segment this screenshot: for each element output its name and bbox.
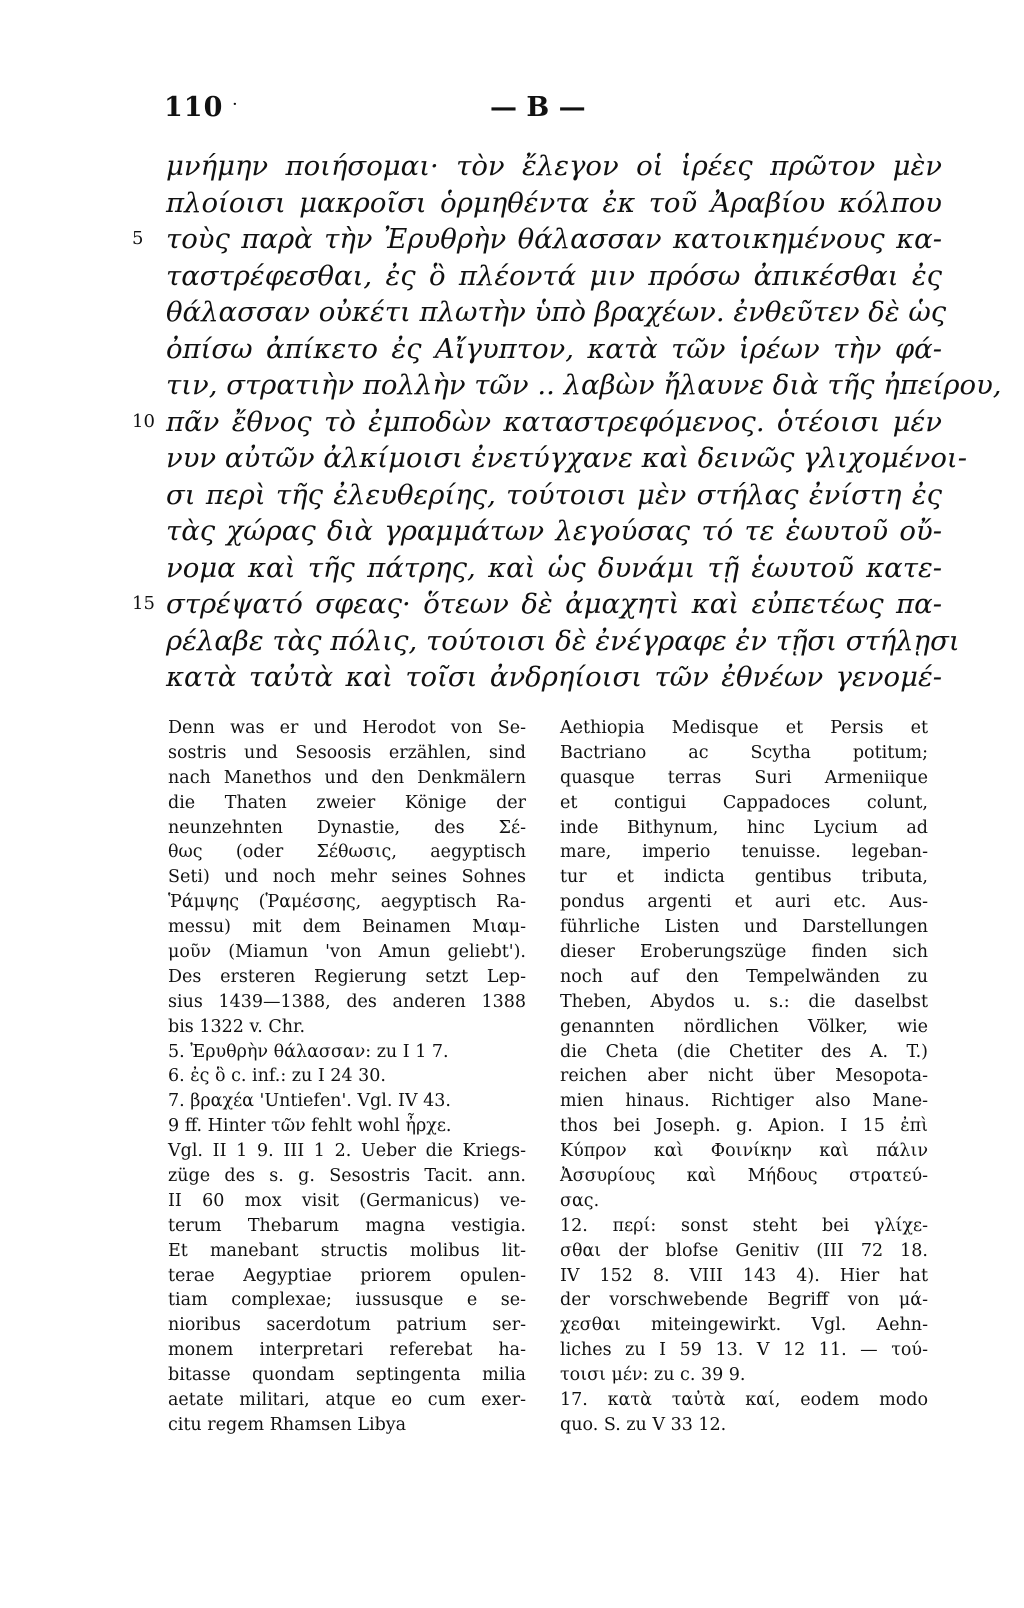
commentary-line: et contigui Cappadoces colunt, — [560, 792, 928, 813]
commentary-line: quo. S. zu V 33 12. — [560, 1414, 727, 1435]
commentary-line: monem interpretari referebat ha- — [168, 1340, 526, 1361]
commentary-line: pondus argenti et auri etc. Aus- — [560, 892, 928, 913]
commentary-line: neunzehnten Dynastie, des Σέ- — [168, 817, 526, 838]
commentary-line: χεσθαι miteingewirkt. Vgl. Aehn- — [560, 1315, 928, 1336]
commentary-line: quasque terras Suri Armeniique — [560, 767, 928, 788]
commentary-line: mare, imperio tenuisse. legeban- — [560, 842, 928, 863]
greek-text-line — [152, 258, 942, 295]
commentary-line: terae Aegyptiae priorem opulen- — [168, 1265, 526, 1286]
commentary-line: 6. ἐς ὃ c. inf.: zu I 24 30. — [168, 1066, 386, 1087]
line-number: 5 — [132, 228, 144, 249]
greek-line-text: τὰς χώρας διὰ γραμμάτων λεγούσας τό τε ἑωυτοῦ οὔ- — [166, 515, 942, 547]
commentary-right-column — [560, 716, 928, 1438]
greek-text-line — [152, 477, 942, 514]
greek-line-text: πλοίοισι μακροῖσι ὁρμηθέντα ἐκ τοῦ Ἀραβίου κόλπου — [166, 186, 942, 219]
commentary-line: tur et indicta gentibus tributa, — [560, 867, 928, 888]
greek-text-line — [152, 623, 960, 660]
commentary-line: σθαι der blofse Genitiv (III 72 18. — [560, 1240, 928, 1261]
commentary-line: führliche Listen und Darstellungen — [560, 917, 928, 938]
commentary-line: die Thaten zweier Könige der — [168, 792, 526, 813]
greek-text-line — [152, 148, 942, 185]
greek-line-text: ὀπίσω ἀπίκετο ἐς Αἴγυπτον, κατὰ τῶν ἱρέων τὴν φά- — [166, 332, 942, 365]
commentary-line: IV 152 8. VIII 143 4). Hier hat — [560, 1265, 928, 1286]
commentary-line: citu regem Rhamsen Libya — [168, 1414, 407, 1435]
commentary-line: Vgl. II 1 9. III 1 2. Ueber die Kriegs- — [168, 1141, 526, 1162]
commentary-left-column — [168, 716, 526, 1438]
commentary-line: sius 1439—1388, des anderen 1388 — [168, 991, 526, 1012]
signature-mark: — B — — [490, 92, 586, 123]
commentary-line: terum Thebarum magna vestigia. — [168, 1215, 526, 1236]
greek-text-line — [132, 586, 942, 623]
commentary-line: messu) mit dem Beinamen Μιαμ- — [168, 917, 526, 938]
greek-text-line — [132, 221, 942, 258]
greek-line-text: ταστρέφεσθαι, ἐς ὃ πλέοντά μιν πρόσω ἀπικέσθαι ἐς — [166, 259, 942, 292]
commentary-line: Aethiopia Medisque et Persis et — [560, 718, 928, 738]
commentary-line: 12. περί: sonst steht bei γλίχε- — [560, 1215, 928, 1236]
commentary-line: bitasse quondam septingenta milia — [168, 1365, 526, 1386]
greek-line-text: θάλασσαν οὐκέτι πλωτὴν ὑπὸ βραχέων. ἐνθεῦτεν δὲ ὡς — [166, 296, 947, 328]
greek-line-text: σι περὶ τῆς ἐλευθερίης, τούτοισι μὲν στήλας ἐνίστη ἐς — [166, 478, 942, 511]
commentary-line: thos bei Joseph. g. Apion. I 15 ἐπὶ — [560, 1116, 928, 1137]
commentary-line: reichen aber nicht über Mesopota- — [560, 1066, 928, 1087]
greek-line-text: τοὺς παρὰ τὴν Ἐρυθρὴν θάλασσαν κατοικημένους κα- — [166, 223, 942, 255]
commentary-line: tiam complexae; iussusque e se- — [168, 1290, 526, 1311]
commentary-line: Et manebant structis molibus lit- — [168, 1240, 526, 1261]
commentary-line: μοῦν (Miamun 'von Amun geliebt'). — [168, 942, 526, 963]
greek-text-line — [152, 440, 968, 477]
greek-text-line — [132, 404, 942, 441]
greek-line-text: ρέλαβε τὰς πόλις, τούτοισι δὲ ἐνέγραφε ἐν τῇσι στήλῃσι — [166, 624, 960, 657]
line-number: 10 — [132, 410, 155, 432]
page-number-mark: · — [232, 94, 238, 115]
commentary-line: sostris und Sesoosis erzählen, sind — [168, 742, 526, 763]
commentary-line: Κύπρον καὶ Φοινίκην καὶ πάλιν — [560, 1141, 928, 1162]
commentary-line: inde Bithynum, hinc Lycium ad — [560, 817, 928, 838]
commentary-line: 17. κατὰ ταὐτὰ καί, eodem modo — [560, 1390, 928, 1411]
commentary-line: θως (oder Σέθωσις, aegyptisch — [168, 842, 526, 863]
commentary-line: nioribus sacerdotum patrium ser- — [168, 1315, 526, 1336]
page-number: 110 — [164, 92, 224, 123]
greek-line-text: τιν, στρατιὴν πολλὴν τῶν .. λαβὼν ἤλαυνε διὰ τῆς ἠπείρου, — [166, 369, 1002, 401]
greek-text-line — [152, 331, 942, 368]
greek-text-line — [152, 513, 942, 550]
commentary-line: σας. — [560, 1190, 600, 1211]
commentary-line: bis 1322 v. Chr. — [168, 1016, 306, 1037]
greek-text-line — [152, 185, 942, 222]
commentary-line: dieser Eroberungszüge finden sich — [560, 942, 928, 963]
greek-main-text — [132, 148, 1002, 696]
greek-text-line — [152, 659, 942, 696]
commentary-line: Bactriano ac Scytha potitum; — [560, 742, 928, 763]
greek-line-text: κατὰ ταὐτὰ καὶ τοῖσι ἀνδρηίοισι τῶν ἐθνέων γενομέ- — [166, 661, 942, 693]
commentary-line: genannten nördlichen Völker, wie — [560, 1016, 928, 1037]
greek-text-line — [152, 550, 942, 587]
commentary-line: noch auf den Tempelwänden zu — [560, 966, 928, 987]
commentary-line: aetate militari, atque eo cum exer- — [168, 1390, 526, 1411]
commentary-line: Des ersteren Regierung setzt Lep- — [168, 966, 526, 987]
commentary-line: Seti) und noch mehr seines Sohnes — [168, 867, 526, 888]
commentary-line: züge des s. g. Sesostris Tacit. ann. — [168, 1166, 526, 1187]
commentary-line: Theben, Abydos u. s.: die daselbst — [560, 991, 928, 1012]
commentary-line: der vorschwebende Begriff von μά- — [560, 1290, 928, 1311]
greek-line-text: νυν αὐτῶν ἀλκίμοισι ἐνετύγχανε καὶ δεινῶς γλιχομένοι- — [166, 442, 968, 474]
commentary-line: nach Manethos und den Denkmälern — [168, 767, 526, 788]
greek-line-text: πᾶν ἔθνος τὸ ἐμποδὼν καταστρεφόμενος. ὁτέοισι μέν — [166, 405, 942, 438]
greek-line-text: μνήμην ποιήσομαι· τὸν ἔλεγον οἱ ἱρέες πρῶτον μὲν — [166, 150, 942, 182]
commentary-line: liches zu I 59 13. V 12 11. — τού- — [560, 1340, 928, 1361]
greek-text-line — [152, 294, 947, 331]
greek-line-text: νομα καὶ τῆς πάτρης, καὶ ὡς δυνάμι τῇ ἑωυτοῦ κατε- — [166, 551, 942, 584]
commentary-line: Ἀσσυρίους καὶ Μήδους στρατεύ- — [560, 1166, 928, 1187]
commentary-line: die Cheta (die Chetiter des A. T.) — [560, 1041, 928, 1062]
commentary-line: 7. βραχέα 'Untiefen'. Vgl. IV 43. — [168, 1091, 451, 1112]
greek-line-text: στρέψατό σφεας· ὅτεων δὲ ἀμαχητὶ καὶ εὐπετέως πα- — [166, 588, 942, 620]
commentary-line: τοισι μέν: zu c. 39 9. — [560, 1365, 746, 1386]
page-header — [0, 92, 1024, 132]
line-number: 15 — [132, 593, 155, 614]
commentary-line: Ῥάμψης (Ῥαμέσσης, aegyptisch Ra- — [168, 892, 526, 913]
commentary-line: 5. Ἐρυθρὴν θάλασσαν: zu I 1 7. — [168, 1041, 449, 1062]
commentary-line: mien hinaus. Richtiger also Mane- — [560, 1091, 928, 1112]
commentary-line: II 60 mox visit (Germanicus) ve- — [168, 1190, 526, 1211]
greek-text-line — [152, 367, 1002, 404]
commentary-line: Denn was er und Herodot von Se- — [168, 718, 526, 738]
commentary-line: 9 ff. Hinter τῶν fehlt wohl ἦρχε. — [168, 1116, 452, 1137]
